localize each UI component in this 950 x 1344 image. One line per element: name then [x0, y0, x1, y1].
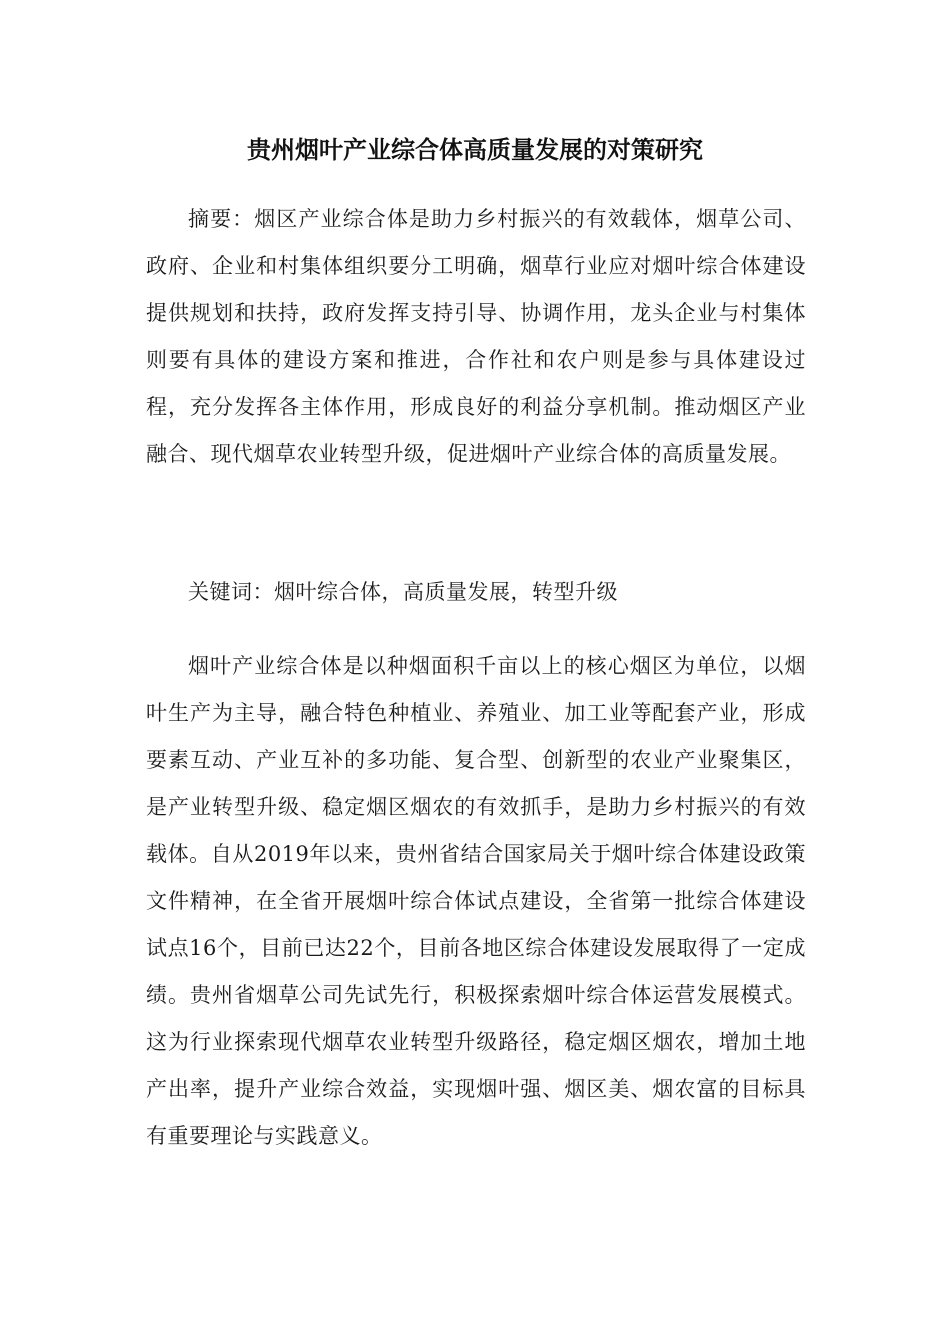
abstract-label: 摘要：: [188, 207, 255, 231]
keywords-paragraph: [146, 569, 806, 616]
intro-paragraph: 烟叶产业综合体是以种烟面积千亩以上的核心烟区为单位，以烟叶生产为主导，融合特色种植业、养殖业、加工业等配套产业，形成要素互动、产业互补的多功能、复合型、创新型的农业产业聚集区，是产业转型升级、稳定烟区烟农的有效抓手，是助力乡村振兴的有效载体。自从2019年以来，贵州省结合国家局关于烟叶综合体建设政策文件精神，在全省开展烟叶综合体试点建设，全省第一批综合体建设试点16个，目前已达22个，目前各地区综合体建设发展取得了一定成绩。贵州省烟草公司先试先行，积极探索烟叶综合体运营发展模式。这为行业探索现代烟草农业转型升级路径，稳定烟区烟农，增加土地产出率，提升产业综合效益，实现烟叶强、烟区美、烟农富的目标具有重要理论与实践意义。: [146, 654, 806, 1148]
keywords-text: 烟叶综合体，高质量发展，转型升级: [274, 580, 618, 604]
abstract-text: 烟区产业综合体是助力乡村振兴的有效载体，烟草公司、政府、企业和村集体组织要分工明确，烟草行业应对烟叶综合体建设提供规划和扶持，政府发挥支持引导、协调作用，龙头企业与村集体则要有具体的建设方案和推进，合作社和农户则是参与具体建设过程，充分发挥各主体作用，形成良好的利益分享机制。推动烟区产业融合、现代烟草农业转型升级，促进烟叶产业综合体的高质量发展。: [146, 207, 807, 466]
keywords-label: 关键词：: [188, 580, 274, 604]
abstract-paragraph: [146, 196, 806, 478]
document-title: 贵州烟叶产业综合体高质量发展的对策研究: [247, 135, 703, 164]
